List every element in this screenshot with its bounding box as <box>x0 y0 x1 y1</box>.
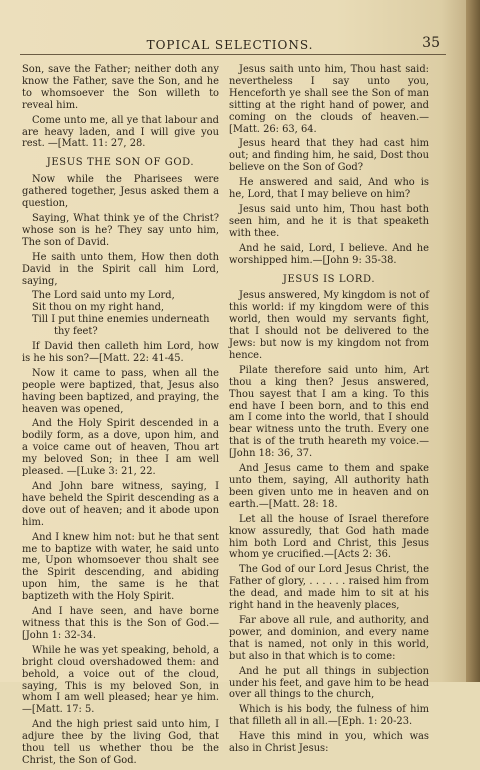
paragraph: He answered and said, And who is he, Lord, that I may believe on him? <box>229 177 429 201</box>
paragraph: And John bare witness, saying, I have beheld the Spirit descending as a dove out of heaven; and it abode upon him. <box>22 481 219 528</box>
left-column <box>22 64 219 770</box>
paragraph: Son, save the Father; neither doth any know the Father, save the Son, and he to whomsoever the Son willeth to reveal him. <box>22 64 219 111</box>
section-heading: JESUS THE SON OF GOD. <box>46 157 195 169</box>
verse-line: thy feet? <box>54 326 98 338</box>
running-head: TOPICAL SELECTIONS. <box>146 38 314 52</box>
paragraph: Jesus answered, My kingdom is not of this world: if my kingdom were of this world, then would my servants fight, that I should not be delivered to the Jews: but now is my kingdom not from hence. <box>229 290 430 361</box>
paragraph: And Jesus came to them and spake unto them, saying, All authority hath been given unto me in heaven and on earth.—[Matt. 28: 18. <box>229 463 429 510</box>
paragraph: And I have seen, and have borne witness that this is the Son of God.—[John 1: 32-34. <box>22 606 219 641</box>
verse-line: Till I put thine enemies underneath <box>32 314 210 326</box>
paragraph: And he put all things in subjection under his feet, and gave him to be head over all things to the church, <box>229 665 429 701</box>
paragraph: And I knew him not: but he that sent me to baptize with water, he said unto me, Upon whomsoever thou shalt see the Spirit descending, and abiding upon him, the same is he that baptizeth with the Holy Spirit. <box>22 531 219 603</box>
paragraph: Now while the Pharisees were gathered together, Jesus asked them a question, <box>22 174 219 210</box>
paragraph: The God of our Lord Jesus Christ, the Father of glory, . . . . . . raised him from the dead, and made him to sit at his right hand in the heavenly places, <box>229 564 429 612</box>
paragraph: Jesus heard that they had cast him out; and finding him, he said, Dost thou believe on the Son of God? <box>229 138 429 174</box>
paragraph: Pilate therefore said unto him, Art thou a king then? Jesus answered, Thou sayest that I am a king. To this end have I been born, and to this end am I come into the world, that I should bear witness unto the truth. Every one that is of the truth heareth my voice.—[John 18: 36, 37. <box>229 364 429 460</box>
paragraph: If David then calleth him Lord, how is he his son?—[Matt. 22: 41-45. <box>22 341 219 364</box>
paragraph: Which is his body, the fulness of him that filleth all in all.—[Eph. 1: 20-23. <box>229 704 429 728</box>
right-column <box>229 64 429 758</box>
verse-quote <box>32 290 219 338</box>
paragraph: While he was yet speaking, behold, a bright cloud overshadowed them: and behold, a voice out of the cloud, saying, This is my beloved Son, in whom I am well pleased; hear ye him.—[Matt. 17: 5. <box>22 644 219 716</box>
verse-line: Sit thou on my right hand, <box>32 302 165 314</box>
paragraph: Now it came to pass, when all the people were baptized, that, Jesus also having been baptized, and praying, the heaven was opened, <box>22 367 219 415</box>
paragraph: Far above all rule, and authority, and power, and dominion, and every name that is named, not only in this world, but also in that which is to come: <box>229 614 429 662</box>
paragraph: And the Holy Spirit descended in a bodily form, as a dove, upon him, and a voice came out of heaven, Thou art my beloved Son; in thee I am well pleased. —[Luke 3: 21, 22. <box>22 418 219 478</box>
paragraph: Have this mind in you, which was also in Christ Jesus: <box>229 731 429 755</box>
section-heading: JESUS IS LORD. <box>282 273 376 285</box>
page-number: 35 <box>422 35 440 51</box>
header-rule <box>20 54 446 55</box>
paragraph: He saith unto them, How then doth David in the Spirit call him Lord, saying, <box>22 251 219 287</box>
paragraph: Saying, What think ye of the Christ? whose son is he? They say unto him, The son of David. <box>22 212 219 248</box>
paragraph: And he said, Lord, I believe. And he worshipped him.—[John 9: 35-38. <box>229 242 429 266</box>
paragraph: Jesus saith unto him, Thou hast said: nevertheless I say unto you, Henceforth ye shall see the Son of man sitting at the right hand of power, and coming on the clouds of heaven.—[Matt. 26: 63, 64. <box>229 64 429 135</box>
page-edge-shadow <box>466 0 480 682</box>
paragraph: And the high priest said unto him, I adjure thee by the living God, that thou tell us whether thou be the Christ, the Son of God. <box>22 719 219 766</box>
verse-line: The Lord said unto my Lord, <box>32 290 175 302</box>
paragraph: Jesus said unto him, Thou hast both seen him, and he it is that speaketh with thee. <box>229 203 429 239</box>
paragraph: Come unto me, all ye that labour and are heavy laden, and I will give you rest. —[Matt. 11: 27, 28. <box>22 114 219 150</box>
paragraph: Let all the house of Israel therefore know assuredly, that God hath made him both Lord and Christ, this Jesus whom ye crucified.—[Acts 2: 36. <box>229 513 429 561</box>
